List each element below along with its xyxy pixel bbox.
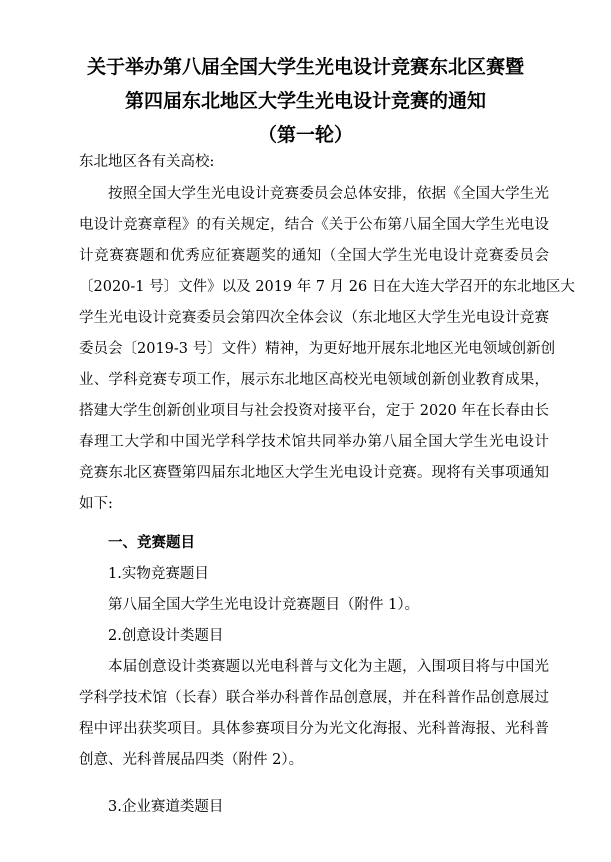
intro-paragraph-line: 春理工大学和中国光学科学技术馆共同举办第八届全国大学生光电设计 — [79, 434, 549, 450]
item-paragraph-line: 学科学技术馆（长春）联合举办科普作品创意展，并在科普作品创意展过 — [79, 690, 549, 706]
intro-paragraph-line: 搭建大学生创新创业项目与社会投资对接平台，定于 2020 年在长春由长 — [79, 403, 549, 419]
intro-paragraph-line: 委员会〔2019-3 号〕文件）精神，为更好地开展东北地区光电领域创新创 — [79, 341, 556, 357]
item-text: 第八届全国大学生光电设计竞赛题目（附件 1）。 — [108, 597, 420, 613]
item-paragraph-line: 创意、光科普展品四类（附件 2）。 — [79, 752, 304, 768]
intro-paragraph-line: 如下: — [79, 496, 113, 512]
salutation: 东北地区各有关高校: — [79, 154, 215, 170]
document-title-line-2: 第四届东北地区大学生光电设计竞赛的通知 — [124, 90, 486, 112]
item-label: 2.创意设计类题目 — [108, 628, 224, 644]
item-label: 1.实物竞赛题目 — [108, 566, 209, 582]
document-title-line-3: （第一轮） — [257, 124, 353, 146]
intro-paragraph-line: 计竞赛赛题和优秀应征赛题奖的通知（全国大学生光电设计竞赛委员会 — [79, 248, 549, 264]
intro-paragraph-line: 业、学科竞赛专项工作，展示东北地区高校光电领域创新创业教育成果， — [79, 372, 549, 388]
item-paragraph-line: 本届创意设计类赛题以光电科普与文化为主题，入围项目将与中国光 — [108, 659, 549, 675]
document-title-line-1: 关于举办第八届全国大学生光电设计竞赛东北区赛暨 — [86, 56, 524, 78]
intro-paragraph-line: 电设计竞赛章程》的有关规定，结合《关于公布第八届全国大学生光电设 — [79, 217, 549, 233]
item-label: 3.企业赛道类题目 — [108, 799, 224, 815]
intro-paragraph-line: 竞赛东北区赛暨第四届东北地区大学生光电设计竞赛。现将有关事项通知 — [79, 465, 549, 481]
intro-paragraph-line: 〔2020-1 号〕文件》以及 2019 年 7 月 26 日在大连大学召开的东北地区大 — [79, 279, 575, 295]
intro-paragraph-line: 学生光电设计竞赛委员会第四次全体会议（东北地区大学生光电设计竞赛 — [79, 310, 549, 326]
section-heading: 一、竞赛题目 — [108, 535, 195, 551]
item-paragraph-line: 程中评出获奖项目。具体参赛项目分为光文化海报、光科普海报、光科普 — [79, 721, 549, 737]
intro-paragraph-line: 按照全国大学生光电设计竞赛委员会总体安排，依据《全国大学生光 — [108, 186, 549, 202]
